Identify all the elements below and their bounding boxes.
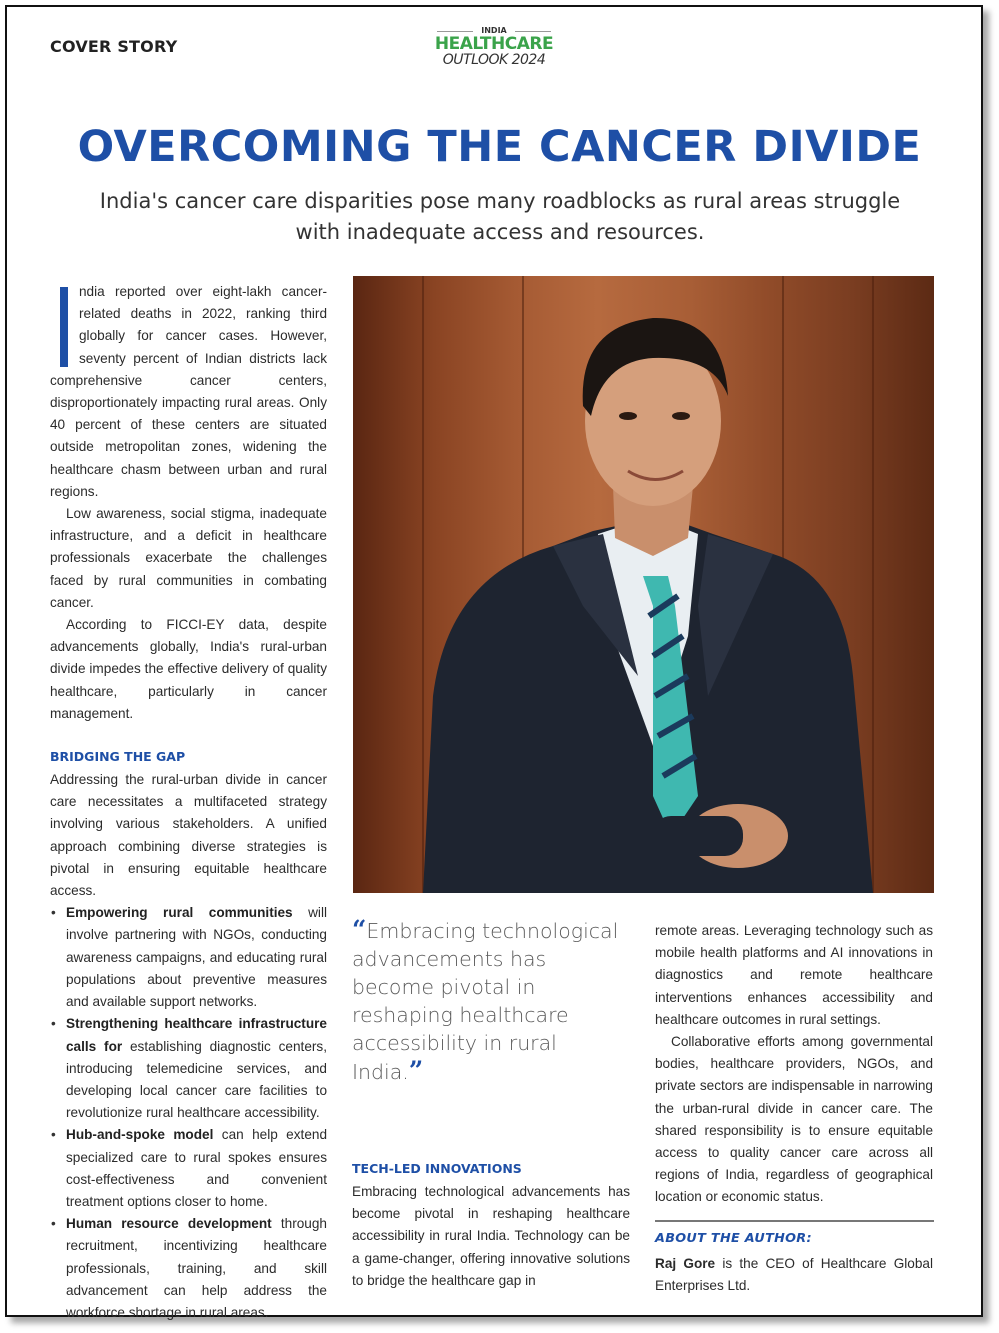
collab-paragraph: Collaborative efforts among governmental bodies, healthcare providers, NGOs, and private sectors are indispensable in narrowing the urban-rural divide in cancer care. The shared responsibility is to ensure equitable access to quality cancer care across all regions of India, regardless of geographical location or economic status. bbox=[655, 1034, 933, 1205]
magazine-logo bbox=[433, 27, 555, 67]
middle-column bbox=[352, 1098, 630, 1292]
subhead-bridging-the-gap: BRIDGING THE GAP bbox=[50, 749, 186, 765]
lead-paragraph bbox=[50, 281, 327, 503]
author-portrait-illustration bbox=[353, 276, 934, 893]
strategy-list bbox=[50, 902, 327, 1324]
author-bio-text: is the CEO of Healthcare Global Enterprises Ltd. bbox=[655, 1256, 933, 1294]
pull-quote-text: Embracing technological advancements has become pivotal in reshaping healthcare accessibility in rural India. bbox=[352, 919, 619, 1084]
tech-paragraph-start: Embracing technological advancements has become pivotal in reshaping healthcare accessibility in rural India. Technology can be a game-changer, offering innovative solutions to bridge the healthcare gap in bbox=[352, 1184, 630, 1288]
author-divider bbox=[655, 1220, 934, 1222]
subhead-tech-led-innovations: TECH-LED INNOVATIONS bbox=[352, 1161, 522, 1176]
right-column bbox=[655, 920, 933, 1209]
bullet-bold-lead: Empowering rural communities bbox=[66, 905, 293, 921]
list-item bbox=[50, 1124, 327, 1213]
bullet-text: can help extend specialized care to rural spokes ensures cost-effectiveness and convenient treatment options closer to home. bbox=[66, 1127, 328, 1209]
logo-india-text: INDIA bbox=[433, 27, 555, 35]
author-bio bbox=[655, 1253, 933, 1297]
paragraph-2: Low awareness, social stigma, inadequate infrastructure, and a deficit in healthcare professionals exacerbate the challenges faced by rural communities in combating cancer. bbox=[50, 506, 327, 610]
author-photo bbox=[353, 276, 934, 893]
paragraph-3: According to FICCI-EY data, despite advancements globally, India's rural-urban divide impedes the effective delivery of quality healthcare, particularly in cancer management. bbox=[50, 617, 327, 721]
bullet-text: will involve partnering with NGOs, conducting awareness campaigns, and educating rural populations about preventive measures and available support networks. bbox=[66, 905, 327, 1010]
author-name: Raj Gore bbox=[655, 1256, 716, 1271]
bridging-intro: Addressing the rural-urban divide in cancer care necessitates a multifaceted strategy involving various stakeholders. A unified approach combining diverse strategies is pivotal in ensuring equitable healthcare access. bbox=[50, 772, 327, 899]
article-dek: India's cancer care disparities pose many roadblocks as rural areas struggle with inadequate access and resources. bbox=[99, 189, 901, 244]
lead-paragraph-text: ndia reported over eight-lakh cancer-related deaths in 2022, ranking third globally for cancer cases. However, seventy percent of Indian districts lack comprehensive cancer centers, disproportionately impacting rural areas. Only 40 percent of these centers are situated outside metropolitan zones, widening the healthcare chasm between urban and rural regions. bbox=[50, 284, 327, 499]
drop-cap-bar bbox=[60, 287, 68, 367]
pull-quote bbox=[352, 916, 622, 1086]
bullet-bold-lead: Hub-and-spoke model bbox=[66, 1127, 214, 1143]
tech-paragraph-end: remote areas. Leveraging technology such as mobile health platforms and AI innovations in diagnostics and remote healthcare interventions enhances accessibility and healthcare outcomes in rural settings. bbox=[655, 923, 933, 1027]
logo-outlook-text: OUTLOOK 2024 bbox=[442, 52, 546, 68]
bullet-text: establishing diagnostic centers, introducing telemedicine services, and developing local cancer care facilities to revolutionize rural healthcare accessibility. bbox=[66, 1038, 327, 1121]
bullet-bold-lead: Strengthening healthcare infrastructure calls for bbox=[66, 1016, 327, 1054]
about-author-heading: ABOUT THE AUTHOR: bbox=[655, 1231, 812, 1246]
list-item bbox=[50, 1013, 327, 1124]
article-headline: OVERCOMING THE CANCER DIVIDE bbox=[77, 122, 922, 172]
logo-healthcare-text: HEALTHCARE bbox=[434, 34, 554, 54]
open-quote-icon: “ bbox=[352, 915, 367, 944]
list-item bbox=[50, 1213, 327, 1324]
bullet-text: through recruitment, incentivizing healthcare professionals, training, and skill advancement can help address the workforce shortage in rural areas. bbox=[66, 1216, 327, 1320]
bullet-bold-lead: Human resource development bbox=[66, 1216, 272, 1232]
close-quote-icon: ” bbox=[408, 1056, 424, 1085]
left-column bbox=[50, 281, 327, 1324]
list-item bbox=[50, 902, 327, 1013]
section-label: COVER STORY bbox=[50, 37, 178, 56]
